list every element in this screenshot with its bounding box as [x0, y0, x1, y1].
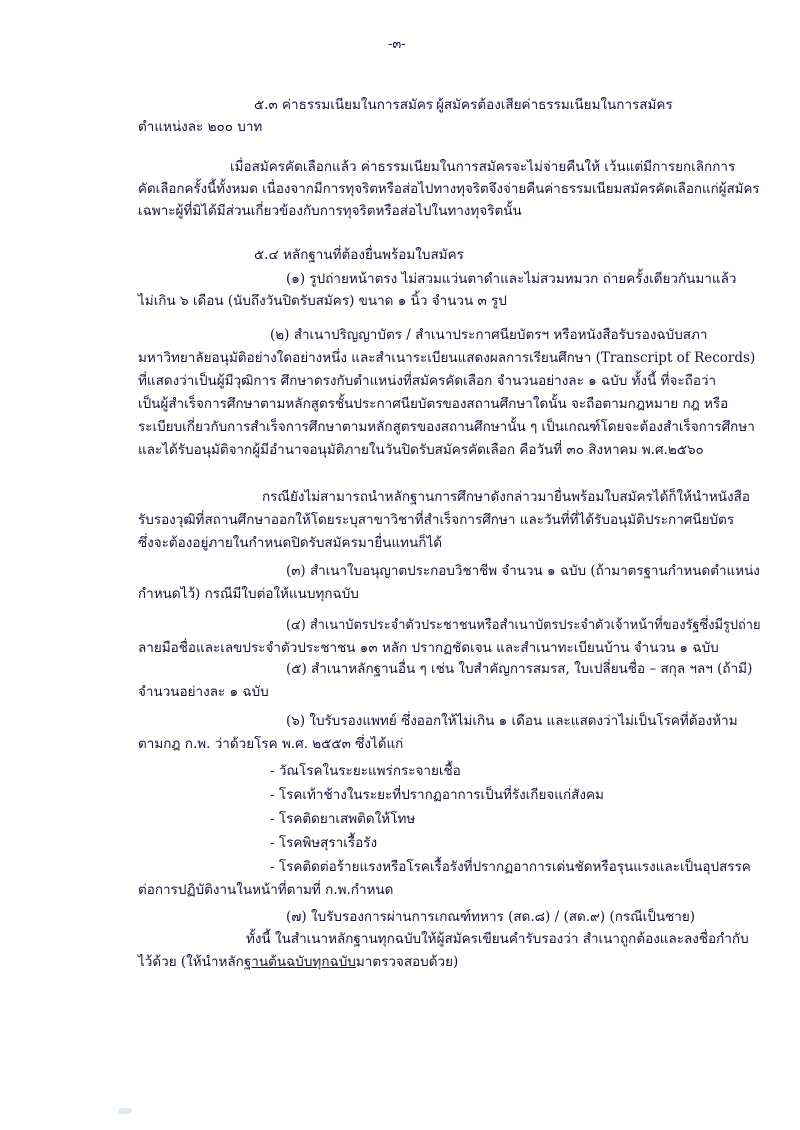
closing-line: ทั้งนี้ ในสำเนาหลักฐานทุกฉบับให้ผู้สมัครเขียนคำรับรองว่า สำเนาถูกต้องและลงชื่อกำกับ: [246, 931, 749, 947]
item-5-line: (๕) สำเนาหลักฐานอื่น ๆ เช่น ใบสำคัญการสมรส, ใบเปลี่ยนชื่อ – สกุล ฯลฯ (ถ้ามี): [286, 661, 753, 677]
disease-list-item: - โรคเท้าช้างในระยะที่ปรากฏอาการเป็นที่รังเกียจแก่สังคม: [270, 787, 604, 803]
closing-last-line: [138, 953, 458, 971]
item-2-line: มหาวิทยาลัยอนุมัติอย่างใดอย่างหนึ่ง และสำเนาระเบียนแสดงผลการเรียนศึกษา (Transcript of Records): [138, 350, 756, 366]
disease-list-item: - โรคติดต่อร้ายแรงหรือโรคเรื้อรังที่ปรากฏอาการเด่นชัดหรือรุนแรงและเป็นอุปสรรค: [270, 859, 751, 875]
fee-paragraph-line: เฉพาะผู้ที่มิได้มีส่วนเกี่ยวข้องกับการทุจริตหรือส่อไปในทางทุจริตนั้น: [138, 203, 522, 219]
item-1-line: ไม่เกิน ๖ เดือน (นับถึงวันปิดรับสมัคร) ขนาด ๑ นิ้ว จำนวน ๓ รูป: [138, 293, 507, 309]
disease-list-tail: ต่อการปฏิบัติงานในหน้าที่ตามที่ ก.พ.กำหนด: [138, 882, 394, 898]
item-2-line: ระเบียบเกี่ยวกับการสำเร็จการศึกษาตามหลักสูตรของสถานศึกษานั้น ๆ เป็นเกณฑ์โดยจะต้องสำเร็จการศึกษา: [138, 419, 755, 435]
item-2-note-line: ซึ่งจะต้องอยู่ภายในกำหนดปิดรับสมัครมายื่นแทนก็ได้: [138, 535, 443, 551]
item-4-line: ลายมือชื่อและเลขประจำตัวประชาชน ๑๓ หลัก ปรากฏชัดเจน และสำเนาทะเบียนบ้าน จำนวน ๑ ฉบับ: [138, 640, 719, 656]
item-6-line: (๖) ใบรับรองแพทย์ ซึ่งออกให้ไม่เกิน ๑ เดือน และแสดงว่าไม่เป็นโรคที่ต้องห้าม: [286, 713, 738, 729]
disease-list-item: - โรคพิษสุราเรื้อรัง: [270, 835, 378, 851]
item-6-line: ตามกฎ ก.พ. ว่าด้วยโรค พ.ศ. ๒๕๕๓ ซึ่งได้แก่: [138, 736, 404, 752]
item-2-note-line: รับรองวุฒิที่สถานศึกษาออกให้โดยระบุสาขาวิชาที่สำเร็จการศึกษา และวันที่ที่ได้รับอนุมัติประกาศนียบัตร: [138, 512, 735, 528]
item-5-line: จำนวนอย่างละ ๑ ฉบับ: [138, 684, 269, 700]
item-2-line: และได้รับอนุมัติจากผู้มีอำนาจอนุมัติภายในวันปิดรับสมัครคัดเลือก คือวันที่ ๓๐ สิงหาคม พ.ศ.๒๕๖๐: [138, 442, 704, 458]
page-number: -๓-: [388, 37, 406, 52]
disease-list-item: - โรคติดยาเสพติดให้โทษ: [270, 811, 416, 827]
closing-text-a: ไว้ด้วย (ให้นำหลัก: [138, 954, 244, 970]
item-3-line: กำหนดไว้) กรณีมีใบต่อให้แนบทุกฉบับ: [138, 586, 359, 602]
fee-paragraph-line: คัดเลือกครั้งนี้ทั้งหมด เนื่องจากมีการทุจริตหรือส่อไปทางทุจริตจึงจ่ายคืนค่าธรรมเนียมสมัครคัดเลือกแก่ผู้สมัคร: [138, 181, 760, 197]
item-1-line: (๑) รูปถ่ายหน้าตรง ไม่สวมแว่นตาดำและไม่สวมหมวก ถ่ายครั้งเดียวกันมาแล้ว: [286, 271, 737, 287]
section-5-3-heading: ๕.๓ ค่าธรรมเนียมในการสมัคร: [254, 97, 434, 113]
section-5-3-line2: ตำแหน่งละ ๒๐๐ บาท: [138, 119, 263, 135]
closing-underlined-text: ฐานต้นฉบับทุกฉบับ: [243, 954, 356, 970]
item-2-line: ที่แสดงว่าเป็นผู้มีวุฒิการ ศึกษาตรงกับตำแหน่งที่สมัครคัดเลือก จำนวนอย่างละ ๑ ฉบับ ทั้งนี้ ที่จะถือว่า: [138, 373, 717, 389]
item-3-line: (๓) สำเนาใบอนุญาตประกอบวิชาชีพ จำนวน ๑ ฉบับ (ถ้ามาตรฐานกำหนดตำแหน่ง: [286, 563, 760, 579]
disease-list-item: - วัณโรคในระยะแพร่กระจายเชื้อ: [270, 763, 461, 779]
section-5-3-line1: ผู้สมัครต้องเสียค่าธรรมเนียมในการสมัคร: [436, 97, 673, 113]
item-2-line: (๒) สำเนาปริญญาบัตร / สำเนาประกาศนียบัตรฯ หรือหนังสือรับรองฉบับสภา: [270, 327, 708, 343]
closing-text-b: มาตรวจสอบด้วย): [355, 954, 459, 970]
item-7-line: (๗) ใบรับรองการผ่านการเกณฑ์ทหาร (สด.๘) / (สด.๙) (กรณีเป็นชาย): [286, 909, 696, 925]
item-4-line: (๔) สำเนาบัตรประจำตัวประชาชนหรือสำเนาบัตรประจำตัวเจ้าหน้าที่ของรัฐซึ่งมีรูปถ่าย: [286, 617, 761, 633]
fee-paragraph-line: เมื่อสมัครคัดเลือกแล้ว ค่าธรรมเนียมในการสมัครจะไม่จ่ายคืนให้ เว้นแต่มีการยกเลิกการ: [230, 159, 736, 175]
item-2-line: เป็นผู้สำเร็จการศึกษาตามหลักสูตรชั้นประกาศนียบัตรของสถานศึกษาใดนั้น จะถือตามกฎหมาย กฎ หรือ: [138, 396, 729, 412]
item-2-note-line: กรณียังไม่สามารถนำหลักฐานการศึกษาดังกล่าวมายื่นพร้อมใบสมัครได้ก็ให้นำหนังสือ: [262, 489, 750, 505]
scan-smudge: [118, 1108, 132, 1114]
section-5-4-heading: ๕.๔ หลักฐานที่ต้องยื่นพร้อมใบสมัคร: [254, 247, 464, 263]
